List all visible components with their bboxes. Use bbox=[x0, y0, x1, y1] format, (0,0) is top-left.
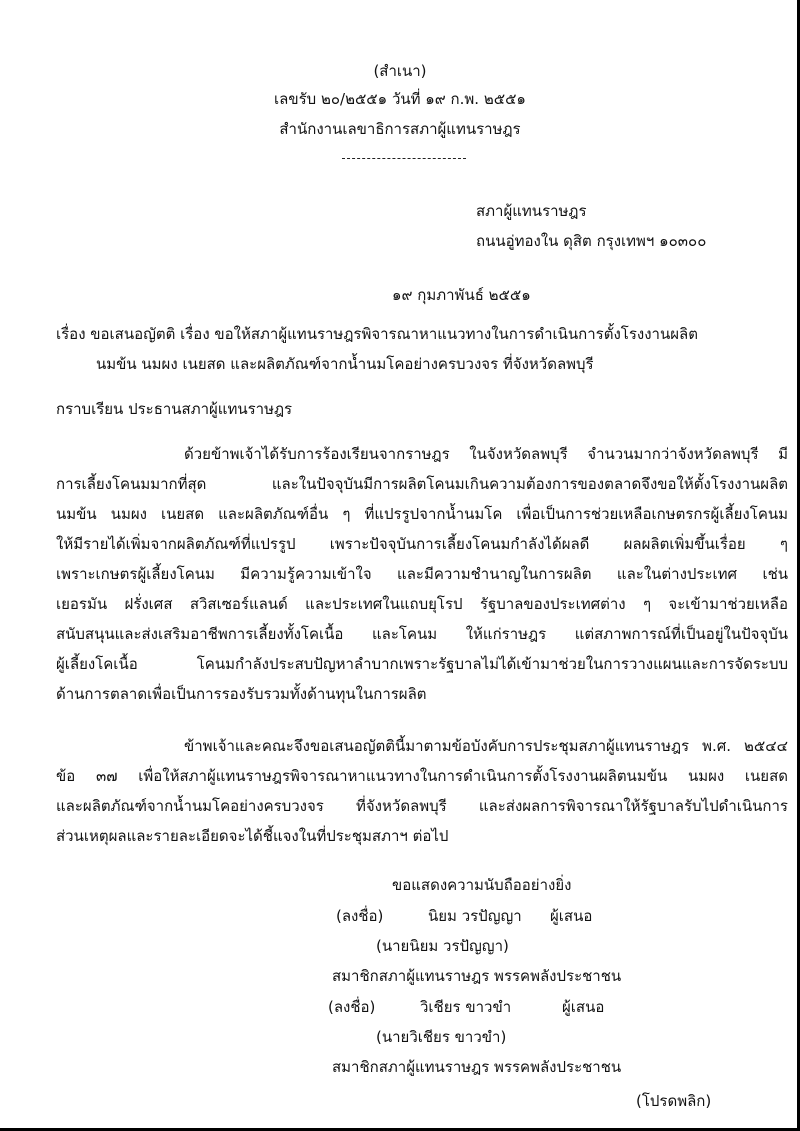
signer-position: สมาชิกสภาผู้แทนราษฎร พรรคพลังประชาชน bbox=[332, 967, 622, 985]
paragraph-1-line: นมข้น นมผง เนยสด และผลิตภัณฑ์อื่น ๆ ที่แปรรูปจากน้ำนมโค เพื่อเป็นการช่วยเหลือเกษตรกรผู้เลี้ยงโคนม bbox=[56, 505, 788, 523]
receipt-number: เลขรับ ๒๐/๒๕๕๑ วันที่ ๑๙ ก.พ. ๒๕๕๑ bbox=[274, 90, 526, 108]
salutation: กราบเรียน ประธานสภาผู้แทนราษฎร bbox=[56, 400, 293, 418]
paragraph-1-line: ด้วยข้าพเจ้าได้รับการร้องเรียนจากราษฎร ในจังหวัดลพบุรี จำนวนมากว่าจังหวัดลพบุรี มี bbox=[184, 445, 788, 463]
signer-position: สมาชิกสภาผู้แทนราษฎร พรรคพลังประชาชน bbox=[332, 1058, 622, 1076]
paragraph-2-line: ข้อ ๓๗ เพื่อให้สภาผู้แทนราษฎรพิจารณาหาแนวทางในการดำเนินการตั้งโรงงานผลิตนมข้น นมผง เนยสด bbox=[56, 767, 788, 785]
office-name: สำนักงานเลขาธิการสภาผู้แทนราษฎร bbox=[279, 120, 521, 138]
paragraph-2-line: ส่วนเหตุผลและรายละเอียดจะได้ชี้แจงในที่ประชุมสภาฯ ต่อไป bbox=[56, 827, 449, 845]
address-org: สภาผู้แทนราษฎร bbox=[476, 202, 587, 220]
paragraph-1-line: เยอรมัน ฝรั่งเศส สวิสเซอร์แลนด์ และประเทศในแถบยุโรป รัฐบาลของประเทศต่าง ๆ จะเข้ามาช่วยเหลือ bbox=[56, 595, 788, 613]
printed-name: (นายวิเชียร ขาวขำ) bbox=[376, 1028, 507, 1046]
signature-name: วิเชียร ขาวขำ bbox=[420, 998, 512, 1016]
sign-prefix: (ลงชื่อ) bbox=[336, 907, 384, 925]
paragraph-1-line: การเลี้ยงโคนมมากที่สุด และในปัจจุบันมีการผลิตโคนมเกินความต้องการของตลาดจึงขอให้ตั้งโรงงานผลิต bbox=[56, 475, 788, 493]
address-street: ถนนอู่ทองใน ดุสิต กรุงเทพฯ ๑๐๓๐๐ bbox=[476, 232, 707, 250]
turn-page-note: (โปรดพลิก) bbox=[636, 1092, 712, 1110]
paragraph-1-line: ด้านการตลาดเพื่อเป็นการรองรับรวมทั้งด้านทุนในการผลิต bbox=[56, 685, 427, 703]
printed-name: (นายนิยม วรปัญญา) bbox=[376, 937, 509, 955]
signature-name: นิยม วรปัญญา bbox=[428, 907, 522, 925]
signer-role: ผู้เสนอ bbox=[562, 998, 605, 1016]
paragraph-1-line: ให้มีรายได้เพิ่มจากผลิตภัณฑ์ที่แปรรูป เพราะปัจจุบันการเลี้ยงโคนมกำลังได้ผลดี ผลผลิตเพิ่มขึ้นเรื่อย ๆ bbox=[56, 535, 788, 553]
signer-role: ผู้เสนอ bbox=[550, 907, 593, 925]
paragraph-1-line: สนับสนุนและส่งเสริมอาชีพการเลี้ยงทั้งโคเนื้อ และโคนม ให้แก่ราษฎร แต่สภาพการณ์ที่เป็นอยู่ในปัจจุบัน bbox=[56, 625, 788, 643]
closing: ขอแสดงความนับถืออย่างยิ่ง bbox=[392, 876, 572, 894]
paragraph-2-line: ข้าพเจ้าและคณะจึงขอเสนอญัตตินี้มาตามข้อบังคับการประชุมสภาผู้แทนราษฎร พ.ศ. ๒๕๔๔ bbox=[184, 737, 788, 755]
subject-line-2: นมข้น นมผง เนยสด และผลิตภัณฑ์จากน้ำนมโคอย่างครบวงจร ที่จังหวัดลพบุรี bbox=[96, 355, 594, 373]
copy-mark: (สำเนา) bbox=[373, 62, 427, 80]
header-divider bbox=[342, 158, 466, 159]
paragraph-1-line: เพราะเกษตรผู้เลี้ยงโคนม มีความรู้ความเข้าใจ และมีความชำนาญในการผลิต และในต่างประเทศ เช่น bbox=[56, 565, 788, 583]
sign-prefix: (ลงชื่อ) bbox=[328, 998, 376, 1016]
subject-line-1: เรื่อง ขอเสนอญัตติ เรื่อง ขอให้สภาผู้แทนราษฎรพิจารณาหาแนวทางในการดำเนินการตั้งโรงงานผลิต bbox=[56, 325, 698, 343]
paragraph-2-line: และผลิตภัณฑ์จากน้ำนมโคอย่างครบวงจร ที่จังหวัดลพบุรี และส่งผลการพิจารณาให้รัฐบาลรับไปดำเนินการ bbox=[56, 797, 788, 815]
document-date: ๑๙ กุมภาพันธ์ ๒๕๕๑ bbox=[392, 286, 531, 304]
paragraph-1-line: ผู้เลี้ยงโคเนื้อ โคนมกำลังประสบปัญหาลำบากเพราะรัฐบาลไม่ได้เข้ามาช่วยในการวางแผนและการจัดระบบ bbox=[56, 655, 788, 673]
